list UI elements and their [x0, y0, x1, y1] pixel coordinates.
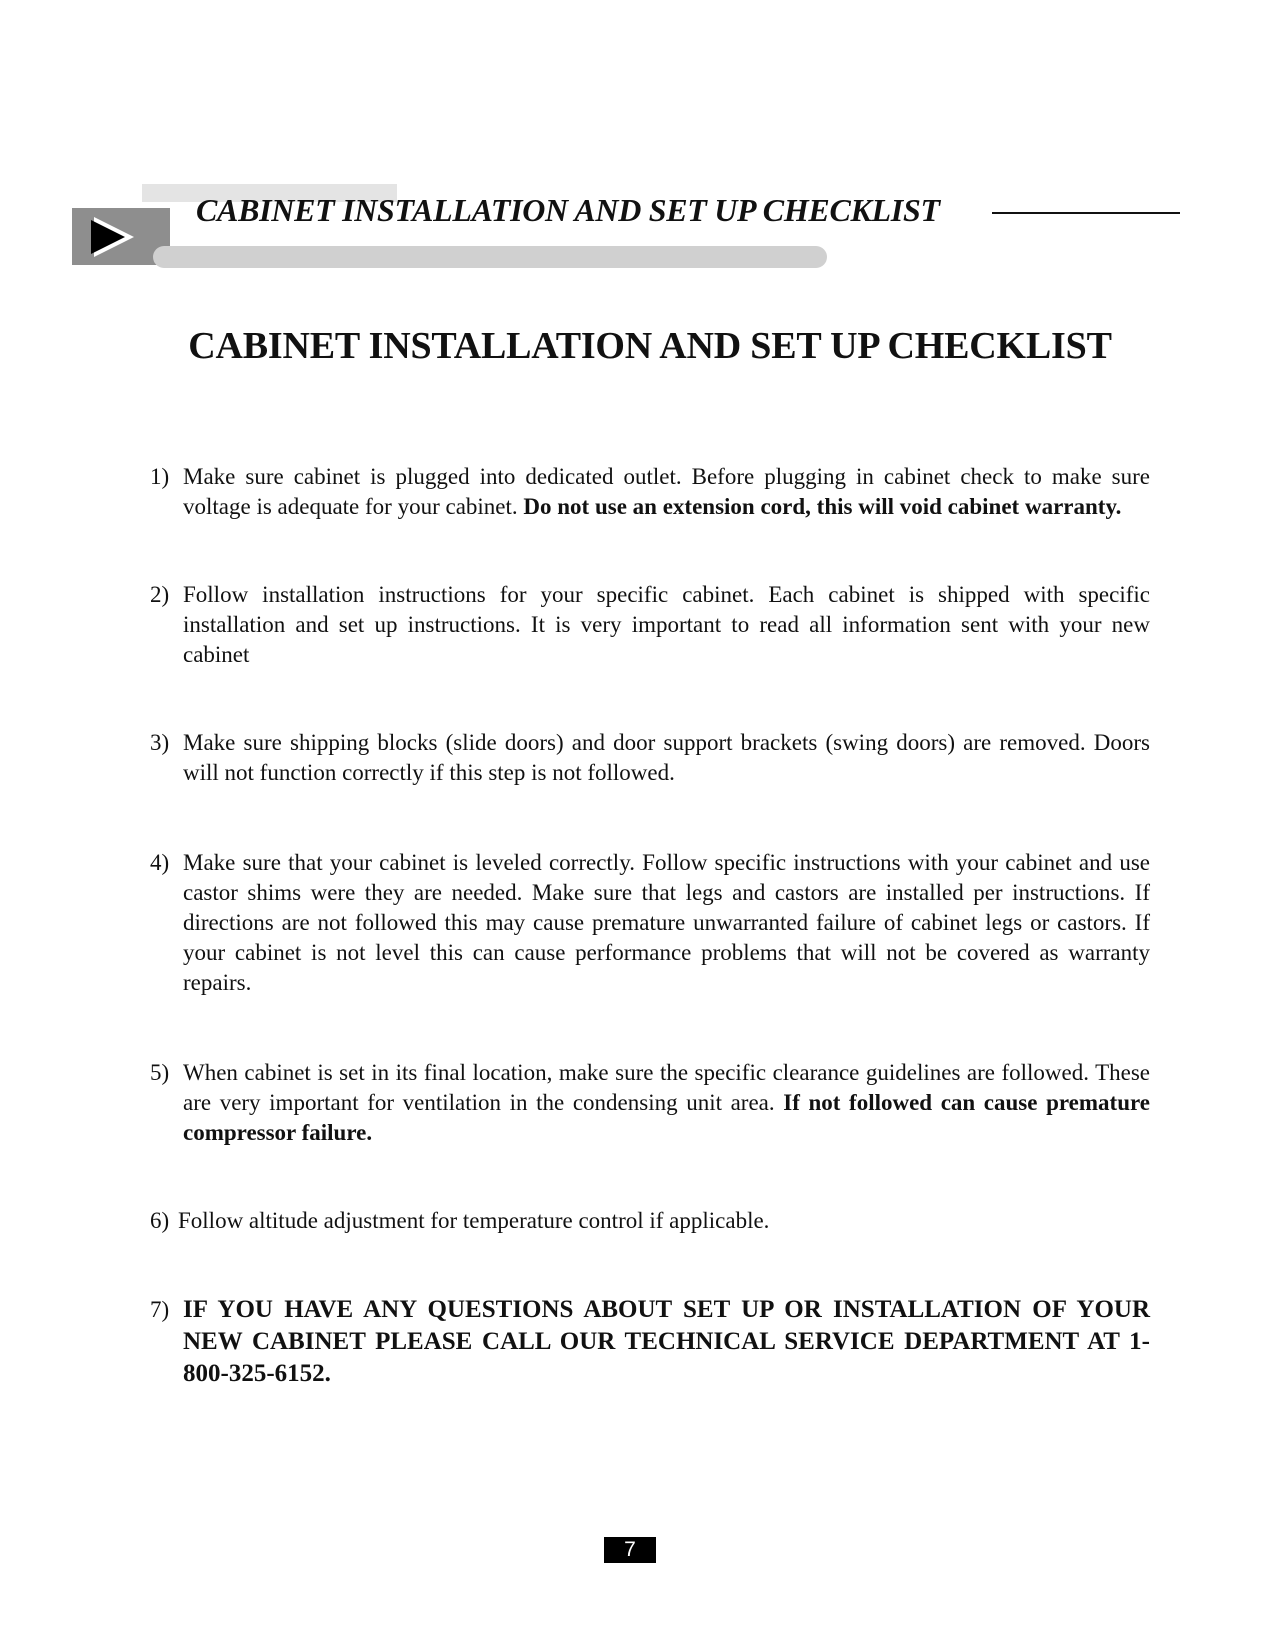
- item-number: 7): [150, 1297, 170, 1322]
- item-warning-text: If not followed can cause premature compressor failure.: [183, 1090, 1150, 1145]
- checklist-item-2: [150, 580, 1150, 670]
- item-text: Make sure that your cabinet is leveled correctly. Follow specific instructions with your cabinet and use castor shims were they are needed. Make sure that legs and castors are installed per instructions. If directions are not followed this may cause premature unwarranted failure of cabinet legs or castors. If your cabinet is not level this can cause performance problems that will not be covered as warranty repairs.: [183, 850, 1150, 995]
- item-warning-text: Do not use an extension cord, this will void cabinet warranty.: [523, 494, 1122, 519]
- item-contact-text: IF YOU HAVE ANY QUESTIONS ABOUT SET UP OR INSTALLATION OF YOUR NEW CABINET PLEASE CALL OUR TECHNICAL SERVICE DEPARTMENT AT 1-800-325-6152.: [183, 1296, 1150, 1387]
- item-number: 1): [150, 464, 170, 489]
- item-number: 6): [150, 1208, 170, 1233]
- page-title: CABINET INSTALLATION AND SET UP CHECKLIST: [188, 325, 1112, 367]
- checklist-item-5: [150, 1058, 1150, 1148]
- checklist-item-6: [150, 1206, 1150, 1236]
- item-number: 2): [150, 582, 170, 607]
- banner-bottom-bar: [153, 246, 827, 268]
- checklist-item-1: [150, 462, 1150, 522]
- item-text: Make sure cabinet is plugged into dedicated outlet. Before plugging in cabinet check to make sure voltage is adequate for your cabinet.: [183, 464, 1150, 519]
- item-number: 4): [150, 850, 170, 875]
- item-number: 3): [150, 730, 170, 755]
- page-number: 7: [604, 1537, 656, 1563]
- item-number: 5): [150, 1060, 170, 1085]
- item-text: Follow altitude adjustment for temperature control if applicable.: [178, 1208, 770, 1233]
- item-text: Make sure shipping blocks (slide doors) and door support brackets (swing doors) are removed. Doors will not function correctly if this step is not followed.: [183, 730, 1150, 785]
- item-text: Follow installation instructions for your specific cabinet. Each cabinet is shipped with specific installation and set up instructions. It is very important to read all information sent with your new cabinet: [183, 582, 1150, 667]
- banner-title: CABINET INSTALLATION AND SET UP CHECKLIST: [196, 192, 940, 228]
- banner-rule: [992, 212, 1180, 214]
- item-text: When cabinet is set in its final location, make sure the specific clearance guidelines are followed. These are very important for ventilation in the condensing unit area.: [183, 1060, 1150, 1115]
- checklist-item-3: [150, 728, 1150, 788]
- checklist-item-7: [150, 1294, 1150, 1390]
- checklist-item-4: [150, 848, 1150, 998]
- checklist: [150, 462, 1150, 1390]
